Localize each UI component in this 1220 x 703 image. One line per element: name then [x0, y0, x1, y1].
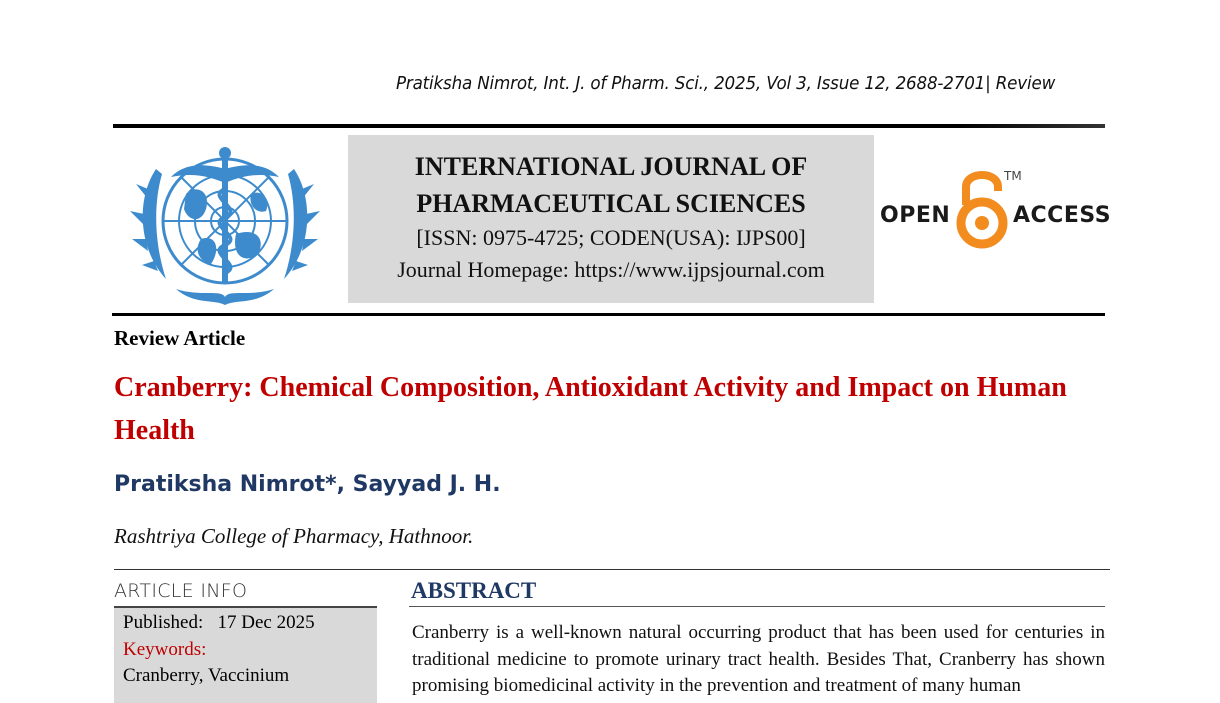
- section-divider: [114, 569, 1110, 570]
- article-info-box: [114, 606, 377, 703]
- journal-issn: [ISSN: 0975-4725; CODEN(USA): IJPS00]: [416, 225, 806, 250]
- article-type-label: Review Article: [114, 326, 246, 350]
- masthead-bottom-rule: [112, 313, 1105, 316]
- open-access-word-access: ACCESS: [1013, 203, 1112, 228]
- keywords-list: Cranberry, Vaccinium: [123, 665, 290, 686]
- running-head: Pratiksha Nimrot, Int. J. of Pharm. Sci., 2025, Vol 3, Issue 12, 2688-2701| Review: [396, 73, 1056, 94]
- journal-homepage-link[interactable]: Journal Homepage: https://www.ijpsjournal.com: [397, 257, 825, 282]
- article-authors: Pratiksha Nimrot*, Sayyad J. H.: [114, 472, 501, 497]
- published-row: [123, 610, 315, 636]
- journal-masthead-box: [348, 135, 874, 303]
- abstract-rule: [409, 606, 1105, 607]
- published-label: Published:: [123, 612, 204, 633]
- masthead-top-rule: [113, 124, 1105, 128]
- abstract-text: Cranberry is a well-known natural occurring product that has been used for centuries in traditional medicine to promote urinary tract health. Besides That, Cranberry has shown promising biomedicinal activity in the prevention and treatment of many human: [412, 622, 1105, 696]
- keywords-label: Keywords:: [123, 639, 207, 660]
- journal-title-line1: INTERNATIONAL JOURNAL OF: [414, 152, 808, 181]
- journal-title: [348, 148, 874, 222]
- article-info-heading: ARTICLE INFO: [114, 580, 248, 602]
- open-padlock-icon: [954, 165, 1010, 251]
- open-access-logo: [880, 165, 1110, 255]
- article-affiliation: Rashtriya College of Pharmacy, Hathnoor.: [114, 524, 474, 548]
- trademark-mark: TM: [1004, 169, 1022, 183]
- abstract-heading: ABSTRACT: [411, 578, 537, 603]
- open-access-word-open: OPEN: [880, 203, 951, 228]
- journal-logo-icon: [126, 139, 324, 305]
- article-title: Cranberry: Chemical Composition, Antioxidant Activity and Impact on Human Health: [114, 372, 1067, 446]
- published-date: 17 Dec 2025: [217, 612, 315, 633]
- journal-title-line2: PHARMACEUTICAL SCIENCES: [416, 189, 806, 218]
